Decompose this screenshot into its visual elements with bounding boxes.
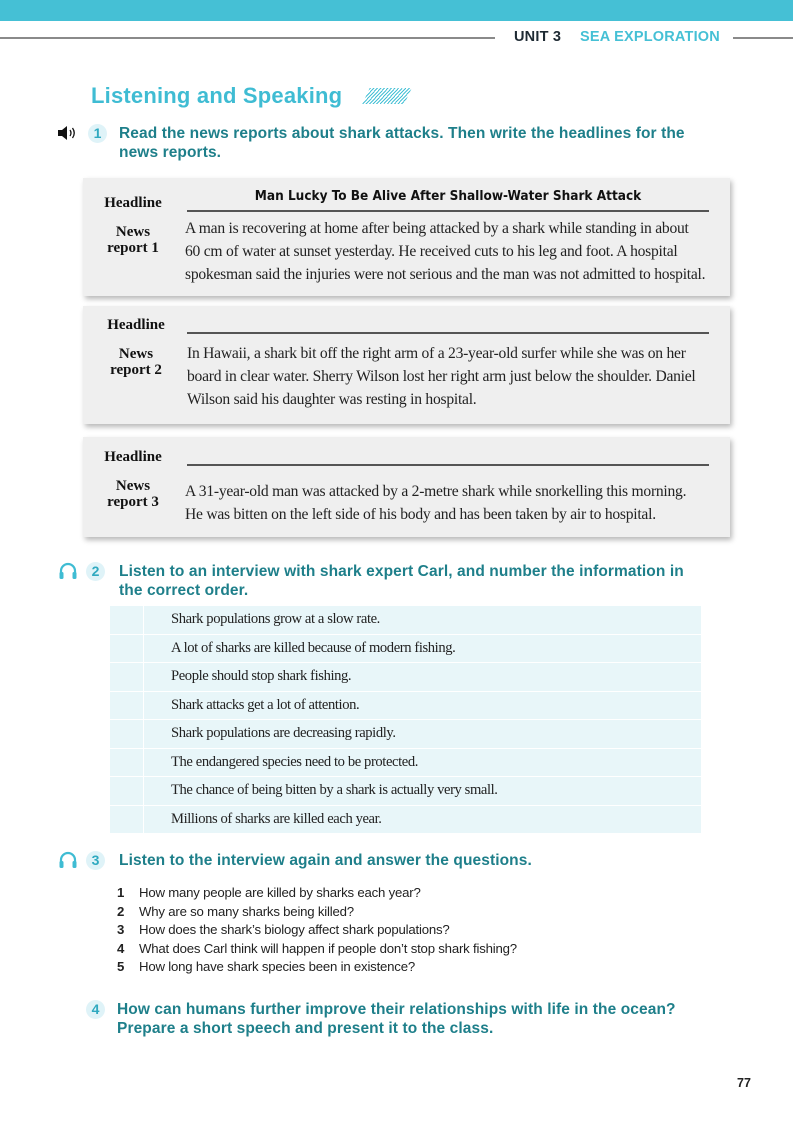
- table-row: [110, 606, 701, 635]
- question-number: 2: [117, 903, 125, 919]
- order-item-text: Shark populations are decreasing rapidly.: [171, 725, 396, 741]
- number-answer-box[interactable]: [110, 635, 144, 663]
- headline-label: Headline: [107, 317, 165, 333]
- headline-answer-line[interactable]: [187, 332, 709, 334]
- headline-answer-line[interactable]: [187, 464, 709, 466]
- list-item: [117, 940, 517, 959]
- question-number: 5: [117, 959, 125, 974]
- report-body: A man is recovering at home after being attacked by a shark while standing in about 60 cm of water at sunset yesterday. He received cuts to his leg and foot. A hospital spokesman said the injuries were not serious and the man was not admitted to hospital.: [185, 220, 706, 283]
- order-item-text: Shark populations grow at a slow rate.: [171, 611, 380, 627]
- list-item: [117, 921, 517, 940]
- question-text: Why are so many sharks being killed?: [139, 903, 354, 919]
- number-answer-box[interactable]: [110, 606, 144, 634]
- list-item: [117, 958, 517, 977]
- task-3: [57, 851, 532, 870]
- number-answer-box[interactable]: [110, 692, 144, 720]
- report-body: A 31-year-old man was attacked by a 2-metre shark while snorkelling this morning. He was bitten on the left side of his body and has been taken by air to hospital.: [185, 483, 687, 523]
- table-row: [110, 806, 701, 835]
- number-answer-box[interactable]: [110, 720, 144, 748]
- headphones-icon[interactable]: [57, 851, 79, 869]
- ordering-table: [110, 606, 701, 834]
- headphones-icon[interactable]: [57, 562, 79, 580]
- headline-label: Headline: [104, 449, 162, 465]
- order-item-text: A lot of sharks are killed because of modern fishing.: [171, 639, 456, 656]
- task-number: 4: [86, 1000, 105, 1019]
- order-item-text: Millions of sharks are killed each year.: [171, 810, 382, 827]
- header-rule-left: [0, 37, 495, 39]
- table-row: [110, 777, 701, 806]
- question-text: How long have shark species been in existence?: [139, 959, 415, 974]
- speaker-icon[interactable]: [57, 124, 79, 142]
- question-list: [117, 884, 517, 977]
- question-number: 4: [117, 940, 125, 956]
- order-item-text: The chance of being bitten by a shark is actually very small.: [171, 782, 498, 798]
- order-item-text: The endangered species need to be protected.: [171, 753, 418, 770]
- table-row: [110, 749, 701, 778]
- list-item: [117, 884, 517, 903]
- task-instruction: Listen to the interview again and answer the questions.: [119, 852, 532, 869]
- task-instruction-cont: Prepare a short speech and present it to the class.: [117, 1020, 494, 1037]
- section-title: Listening and Speaking: [91, 83, 343, 108]
- number-answer-box[interactable]: [110, 806, 144, 834]
- report-label: News report 2: [110, 346, 162, 378]
- header-rule-right: [733, 37, 793, 39]
- task-number: 3: [86, 851, 105, 870]
- report-label: News report 3: [107, 478, 159, 510]
- unit-header: [0, 27, 793, 49]
- top-color-band: [0, 0, 793, 21]
- headline-label: Headline: [104, 195, 162, 211]
- task-number: 1: [88, 124, 107, 143]
- table-row: [110, 692, 701, 721]
- task-2: [57, 562, 684, 600]
- task-instruction-cont: news reports.: [119, 144, 222, 161]
- unit-title: SEA EXPLORATION: [580, 29, 720, 45]
- table-row: [110, 663, 701, 692]
- number-answer-box[interactable]: [110, 777, 144, 805]
- headline-answer-line[interactable]: [187, 210, 709, 212]
- page-number: 77: [737, 1076, 751, 1090]
- report-body: In Hawaii, a shark bit off the right arm of a 23-year-old surfer while she was on her board in clear water. Sherry Wilson lost her right arm just below the shoulder. Daniel Wilson said his daughter was resting in hospital.: [187, 345, 696, 408]
- number-answer-box[interactable]: [110, 749, 144, 777]
- task-instruction: How can humans further improve their relationships with life in the ocean?: [117, 1001, 676, 1018]
- news-report-card-1: [83, 178, 730, 296]
- question-text: How does the shark’s biology affect shark populations?: [139, 922, 450, 937]
- task-instruction-cont: the correct order.: [119, 582, 249, 599]
- question-text: How many people are killed by sharks each year?: [139, 885, 421, 900]
- report-label: News report 1: [107, 224, 159, 256]
- unit-label: UNIT 3: [514, 29, 562, 45]
- question-number: 1: [117, 885, 125, 900]
- task-number: 2: [86, 562, 105, 581]
- task-1: [57, 124, 685, 162]
- task-4: [86, 1000, 676, 1038]
- task-instruction: Read the news reports about shark attacks. Then write the headlines for the: [119, 125, 685, 142]
- number-answer-box[interactable]: [110, 663, 144, 691]
- question-number: 3: [117, 922, 125, 937]
- table-row: [110, 635, 701, 664]
- question-text: What does Carl think will happen if people don’t stop shark fishing?: [139, 940, 517, 956]
- news-report-card-2: [83, 306, 730, 424]
- order-item-text: Shark attacks get a lot of attention.: [171, 696, 360, 713]
- order-item-text: People should stop shark fishing.: [171, 668, 352, 684]
- list-item: [117, 903, 517, 922]
- task-instruction: Listen to an interview with shark expert Carl, and number the information in: [119, 563, 684, 580]
- headline-text: Man Lucky To Be Alive After Shallow-Water Shark Attack: [254, 188, 642, 204]
- hatch-stripes-icon: [362, 88, 411, 104]
- news-report-card-3: [83, 437, 730, 537]
- table-row: [110, 720, 701, 749]
